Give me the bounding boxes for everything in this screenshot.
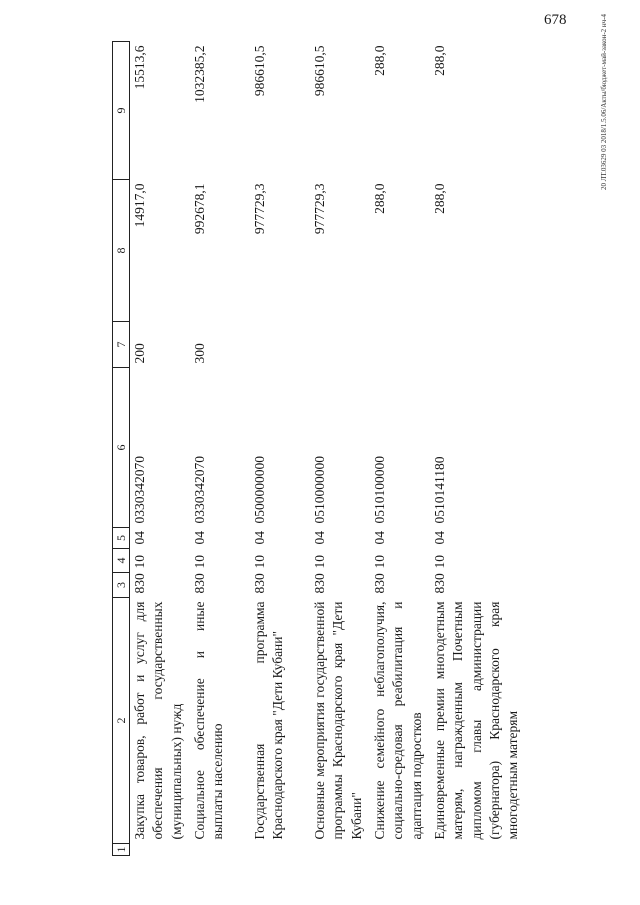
cell-col9: 986610,5: [312, 45, 328, 97]
row-name: Единовременные премии многодетным матерям, награжденным Почетным дипломом главы администрации (губернатора) Краснодарского края многодетным матерям: [432, 601, 521, 840]
row-name: Социальное обеспечение и иные выплаты населению: [192, 601, 226, 840]
cell-col3: 830: [132, 573, 148, 594]
cell-col4: 10: [372, 555, 388, 569]
table-row: [130, 42, 191, 856]
column-header: 9: [113, 42, 130, 180]
column-header: 7: [113, 322, 130, 368]
column-header: 6: [113, 368, 130, 528]
cell-col8: 977729,3: [312, 183, 328, 235]
document-footer-note: 20 ЛТ.03629 03 2018/1.5.06/Акты/бюджет-май-закон-2 нч-4: [600, 14, 608, 190]
table-row: [250, 42, 310, 856]
row-name: Государственная программа Краснодарского края "Дети Кубани": [252, 601, 286, 840]
cell-col5: 04: [252, 531, 268, 545]
cell-col5: 04: [192, 531, 208, 545]
cell-col3: 830: [432, 573, 448, 594]
cell-col9: 288,0: [432, 45, 448, 76]
cell-col7: [430, 322, 523, 368]
cell-col6: 0510141180: [432, 456, 448, 524]
table-row: [430, 42, 523, 856]
table-row: [310, 42, 370, 856]
cell-col6: 0500000000: [252, 456, 268, 524]
cell-col8: 288,0: [372, 183, 388, 214]
cell-col3: 830: [192, 573, 208, 594]
cell-col5: 04: [432, 531, 448, 545]
budget-table: [112, 41, 523, 856]
cell-col8: 992678,1: [192, 183, 208, 235]
cell-col8: 977729,3: [252, 183, 268, 235]
cell-col9: 288,0: [372, 45, 388, 76]
table-row: [190, 42, 250, 856]
cell-col3: 830: [312, 573, 328, 594]
row-name: Основные мероприятия государственной программы Краснодарского края "Дети Кубани": [312, 601, 364, 840]
cell-col7: 300: [192, 343, 208, 364]
column-header: 5: [113, 528, 130, 549]
table-header-row: [113, 42, 130, 856]
cell-col5: 04: [372, 531, 388, 545]
column-header: 4: [113, 549, 130, 573]
cell-col6: 0510000000: [312, 456, 328, 524]
cell-col9: 1032385,2: [192, 45, 208, 103]
page-number: 678: [544, 12, 567, 28]
cell-col4: 10: [252, 555, 268, 569]
cell-col6: 0330342070: [192, 456, 208, 524]
cell-col7: 200: [132, 343, 148, 364]
table-row: [370, 42, 430, 856]
cell-col5: 04: [132, 531, 148, 545]
cell-col9: 15513,6: [132, 45, 148, 90]
cell-col9: 986610,5: [252, 45, 268, 97]
cell-col5: 04: [312, 531, 328, 545]
row-name: Закупка товаров, работ и услуг для обеспечения государственных (муниципальных) нужд: [132, 601, 184, 840]
cell-col4: 10: [312, 555, 328, 569]
cell-col7: [250, 322, 310, 368]
cell-col3: 830: [252, 573, 268, 594]
cell-col7: [310, 322, 370, 368]
cell-col8: 14917,0: [132, 183, 148, 228]
column-header: 2: [113, 598, 130, 844]
column-header: 1: [113, 844, 130, 856]
cell-col6: 0510100000: [372, 456, 388, 524]
cell-col7: [370, 322, 430, 368]
cell-col6: 0330342070: [132, 456, 148, 524]
cell-col8: 288,0: [432, 183, 448, 214]
cell-col3: 830: [372, 573, 388, 594]
cell-col4: 10: [132, 555, 148, 569]
column-header: 8: [113, 180, 130, 322]
cell-col4: 10: [432, 555, 448, 569]
cell-col4: 10: [192, 555, 208, 569]
budget-table-rotated: [112, 42, 584, 856]
column-header: 3: [113, 573, 130, 598]
row-name: Снижение семейного неблагополучия, социально-средовая реабилитация и адаптация подростков: [372, 601, 424, 840]
